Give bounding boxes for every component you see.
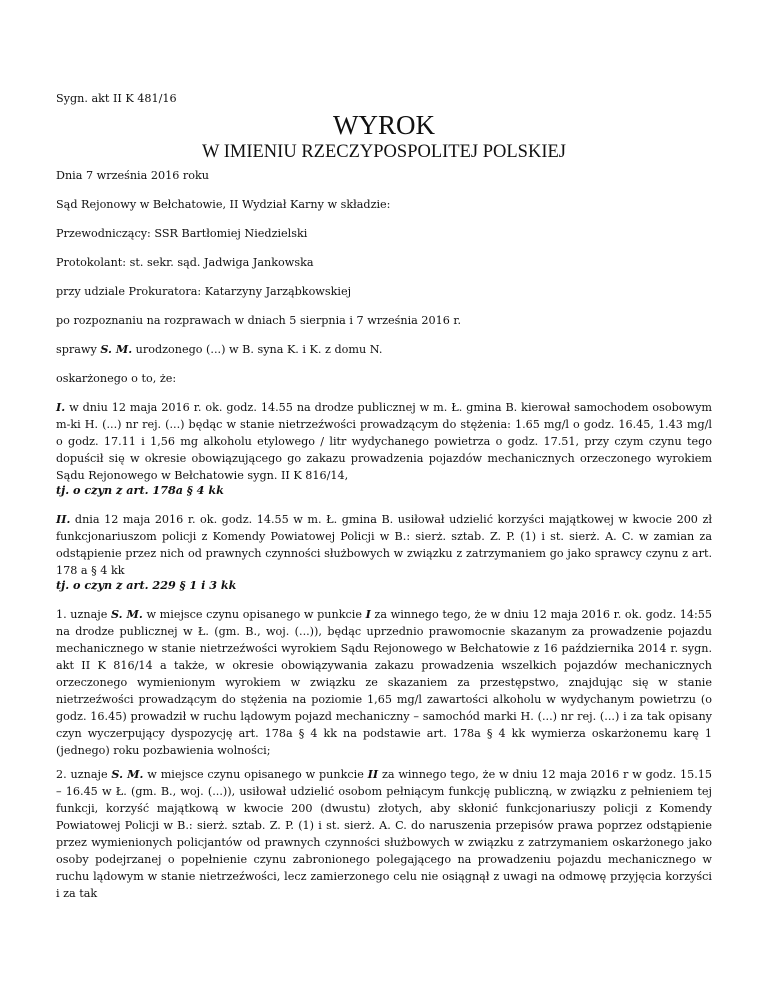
presiding-judge: Przewodniczący: SSR Bartłomiej Niedzielski [56, 227, 308, 240]
charge-2-marker: II. [56, 512, 71, 526]
verdict-1-text: za winnego tego, że w dniu 12 maja 2016 r. ok. godz. 14:55 na drodze publicznej w Ł. (gm. B., woj. (...)), będąc uprzednio prawomocnie skazanym za prowadzenie pojazdu mechanicznego w stanie nietrzeźwości wyrokiem Sądu Rejonowego w Bełchatowie z 16 października 2014 r. sygn. akt II K 816/14 a także, w okresie obowiązywania zakazu prowadzenia wszelkich pojazdów mechanicznych orzeczonego wymienionym wyrokiem w związku ze skazaniem za przestępstwo, znajdując się w stanie nietrzeźwości prowadzącym do stężenia na poziomie 1,65 mg/l zawartości alkoholu w wydychanym powietrzu (o godz. 16.45) prowadził w ruchu lądowym pojazd mechaniczny – samochód marki H. (...) nr rej. (...) i za tak opisany czyn wyczerpujący dyspozycję art. 178a § 4 kk na podstawie art. 178a § 4 kk wymierza oskarżonemu karę 1 (jednego) roku pozbawienia wolności; [56, 608, 713, 757]
charge-1-marker: I. [56, 400, 66, 414]
verdict-2-mid: w miejsce czynu opisanego w punkcie [143, 768, 368, 781]
charge-2-text: dnia 12 maja 2016 r. ok. godz. 14.55 w m. Ł. gmina B. usiłował udzielić korzyści majątkowej w kwocie 200 zł funkcjonariuszom policji z Komendy Powiatowej Policji w B.: sierż. sztab. Z. P. (1) i st. sierż. A. C. w zamian za odstąpienie przez nich od prawnych czynności służbowych w związku z zatrzymaniem go jako sprawcy czynu z art. 178 a § 4 kk [56, 513, 712, 577]
verdict-1 [56, 606, 712, 759]
charge-2-article: tj. o czyn z art. 229 § 1 i 3 kk [56, 578, 237, 592]
verdict-1-number: 1. [56, 608, 67, 621]
document-title: WYROK [333, 110, 435, 140]
case-prefix: sprawy [56, 343, 101, 356]
judgment-date: Dnia 7 września 2016 roku [56, 169, 209, 182]
defendant-name: S. M. [100, 342, 133, 356]
verdict-1-mid: w miejsce czynu opisanego w punkcie [142, 608, 366, 621]
charge-1 [56, 399, 712, 484]
verdict-2 [56, 766, 712, 902]
court-clerk: Protokolant: st. sekr. sąd. Jadwiga Jankowska [56, 256, 314, 269]
case-details: urodzonego (...) w B. syna K. i K. z domu N. [132, 343, 383, 356]
verdict-1-pre: uznaje [66, 608, 111, 621]
verdict-2-number: 2. [56, 768, 67, 781]
verdict-2-pre: uznaje [66, 768, 112, 781]
charge-2 [56, 511, 712, 579]
case-parties [56, 341, 712, 358]
charged-intro: oskarżonego o to, że: [56, 372, 177, 385]
verdict-1-defendant: S. M. [111, 607, 143, 621]
prosecutor: przy udziale Prokuratora: Katarzyny Jarząbkowskiej [56, 285, 352, 298]
charge-1-article: tj. o czyn z art. 178a § 4 kk [56, 483, 224, 497]
verdict-2-defendant: S. M. [111, 767, 144, 781]
verdict-1-point: I [365, 607, 371, 621]
charge-1-text: w dniu 12 maja 2016 r. ok. godz. 14.55 na drodze publicznej w m. Ł. gmina B. kierował samochodem osobowym m-ki H. (...) nr rej. (...) będąc w stanie nietrzeźwości prowadzącym do stężenia: 1.65 mg/l o godz. 16.45, 1.43 mg/l o godz. 17.11 i 1,56 mg alkoholu etylowego / litr wydychanego powietrza o godz. 17.51, przy czym czynu tego dopuścił się w okresie obowiązującego go zakazu prowadzenia pojazdów mechanicznych orzeczonego wyrokiem Sądu Rejonowego w Bełchatowie sygn. II K 816/14, [56, 401, 712, 482]
hearing-dates: po rozpoznaniu na rozprawach w dniach 5 sierpnia i 7 września 2016 r. [56, 314, 462, 327]
case-signature: Sygn. akt II K 481/16 [56, 92, 177, 105]
document-subtitle: W IMIENIU RZECZYPOSPOLITEJ POLSKIEJ [201, 142, 566, 162]
verdict-2-text: za winnego tego, że w dniu 12 maja 2016 r w godz. 15.15 – 16.45 w Ł. (gm. B., woj. (...)), usiłował udzielić osobom pełniącym funkcję publiczną, w związku z pełnieniem tej funkcji, korzyść majątkową w kwocie 200 (dwustu) złotych, aby skłonić funkcjonariuszy policji z Komendy Powiatowej Policji w B.: sierż. sztab. Z. P. (1) i st. sierż. A. C. do naruszenia przepisów prawa poprzez odstąpienie przez wymienionych policjantów od prawnych czynności służbowych w związku z zatrzymaniem oskarżonego jako osoby podejrzanej o popełnienie czynu zabronionego polegającego na prowadzeniu pojazdu mechanicznego w ruchu lądowym w stanie nietrzeźwości, lecz zamierzonego celu nie osiągnął z uwagi na odmowę przyjęcia korzyści i za tak [56, 768, 712, 900]
verdict-2-point: II [367, 767, 379, 781]
court-composition: Sąd Rejonowy w Bełchatowie, II Wydział Karny w składzie: [56, 198, 391, 211]
